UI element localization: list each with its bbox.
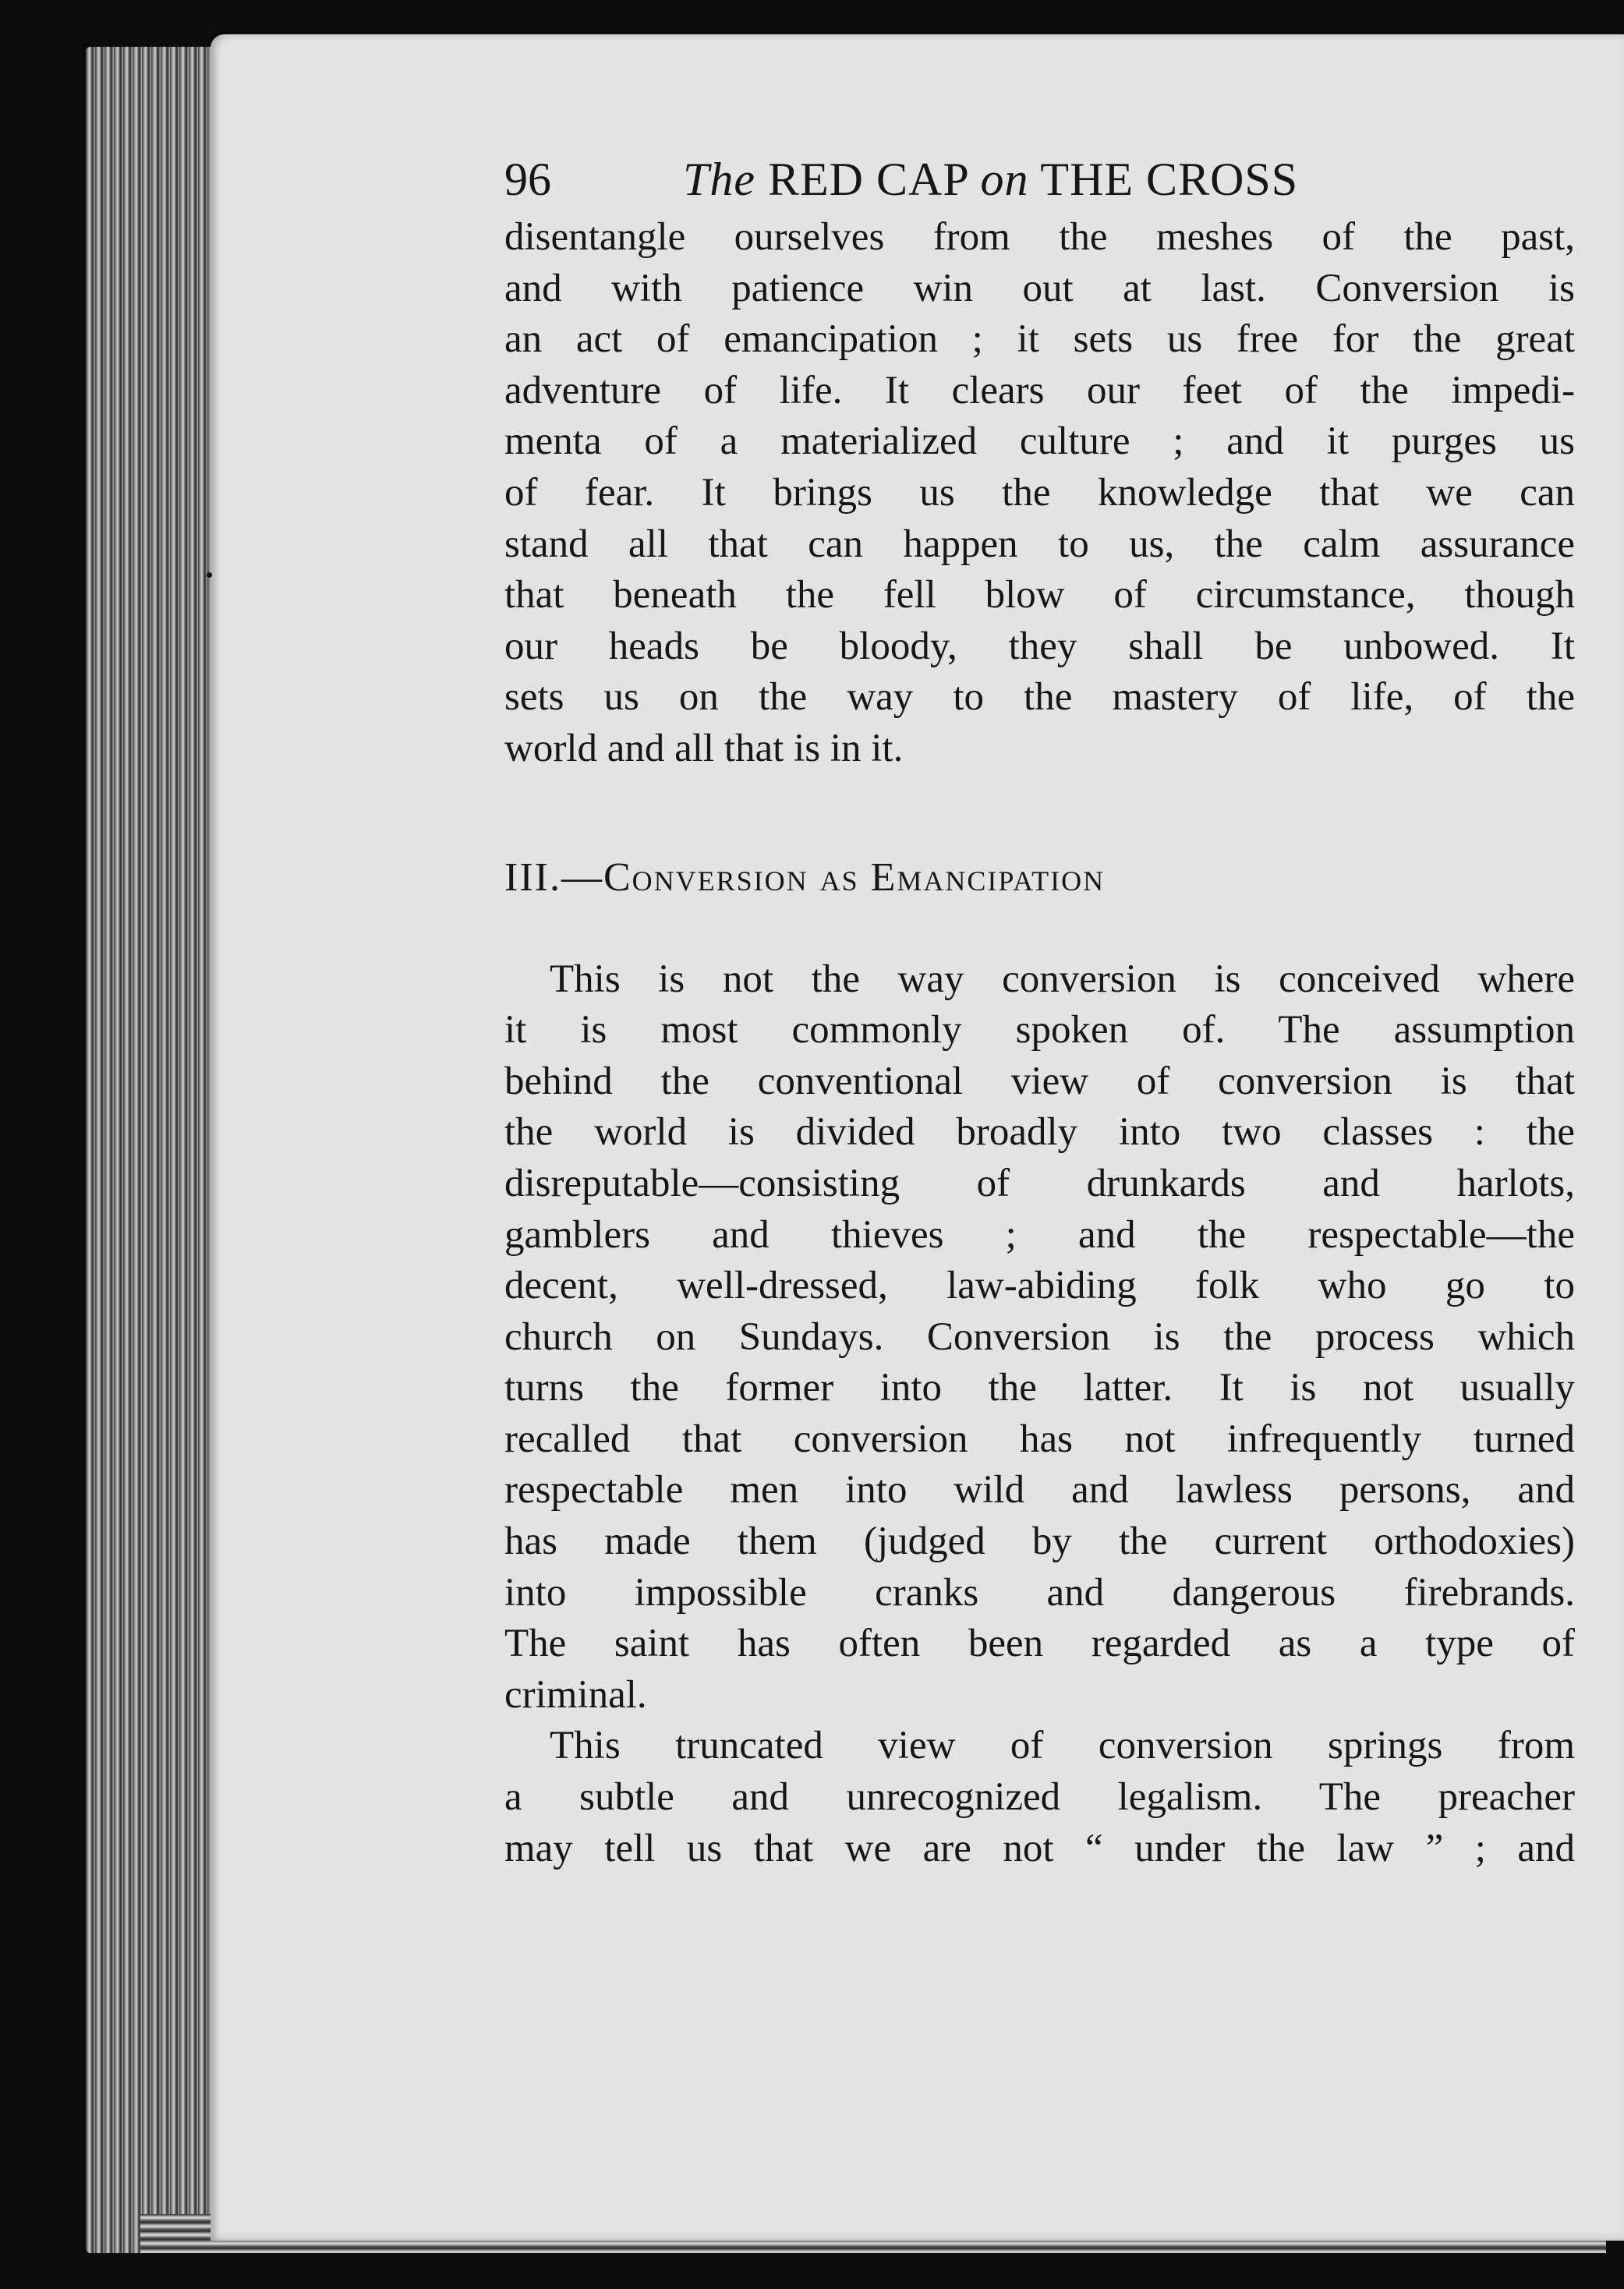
text-line: menta of a materialized culture ; and it purges us: [504, 419, 1575, 464]
text-line: decent, well-dressed, law-abiding folk who go to: [504, 1264, 1575, 1308]
text-block: [504, 148, 1575, 1874]
text-line: behind the conventional view of conversion is that: [504, 1059, 1575, 1103]
text-line: This is not the way conversion is conceived where: [550, 957, 1575, 1001]
text-line: stand all that can happen to us, the calm assurance: [504, 522, 1575, 566]
text-line: it is most commonly spoken of. The assumption: [504, 1008, 1575, 1053]
text-line: a subtle and unrecognized legalism. The preacher: [504, 1775, 1575, 1820]
paragraph-3: [504, 1721, 1575, 1874]
text-line: the world is divided broadly into two classes : the: [504, 1110, 1575, 1155]
running-title-word: RED CAP: [768, 154, 968, 205]
text-line: world and all that is in it.: [504, 726, 904, 770]
paragraph-1: [504, 212, 1575, 775]
text-line: disentangle ourselves from the meshes of the past,: [504, 215, 1575, 259]
text-line: our heads be bloody, they shall be unbowed. It: [504, 624, 1575, 668]
text-line: respectable men into wild and lawless persons, and: [504, 1468, 1575, 1512]
running-title-word: THE CROSS: [1040, 154, 1299, 205]
text-line: that beneath the fell blow of circumstance, though: [504, 573, 1575, 617]
section-heading: III.—Conversion as Emancipation: [504, 854, 1106, 900]
text-line: disreputable—consisting of drunkards and harlots,: [504, 1161, 1575, 1205]
text-line: has made them (judged by the current orthodoxies): [504, 1520, 1575, 1564]
text-line: sets us on the way to the mastery of life, of the: [504, 675, 1575, 720]
paragraph-2: [504, 954, 1575, 1721]
running-head: [504, 148, 1575, 211]
text-line: may tell us that we are not “ under the law ” ; and: [504, 1826, 1575, 1870]
text-line: and with patience win out at last. Conversion is: [504, 266, 1575, 310]
text-line: of fear. It brings us the knowledge that we can: [504, 470, 1575, 515]
running-title: [683, 148, 1298, 211]
text-line: an act of emancipation ; it sets us free for the great: [504, 317, 1575, 362]
text-line: church on Sundays. Conversion is the process which: [504, 1314, 1575, 1359]
text-line: adventure of life. It clears our feet of the impedi-: [504, 368, 1575, 412]
text-line: gamblers and thieves ; and the respectable—the: [504, 1212, 1575, 1257]
ink-speck: [207, 572, 212, 578]
stacked-page-edges: [86, 47, 226, 2253]
text-line: recalled that conversion has not infrequently turned: [504, 1417, 1575, 1461]
text-line: The saint has often been regarded as a type of: [504, 1622, 1575, 1666]
text-line: turns the former into the latter. It is not usually: [504, 1366, 1575, 1410]
running-title-word: The: [683, 154, 755, 205]
text-line: into impossible cranks and dangerous firebrands.: [504, 1570, 1575, 1615]
page-number: 96: [504, 154, 551, 205]
text-line: criminal.: [504, 1672, 647, 1717]
text-line: This truncated view of conversion springs from: [550, 1724, 1575, 1768]
running-title-word: on: [980, 154, 1029, 205]
